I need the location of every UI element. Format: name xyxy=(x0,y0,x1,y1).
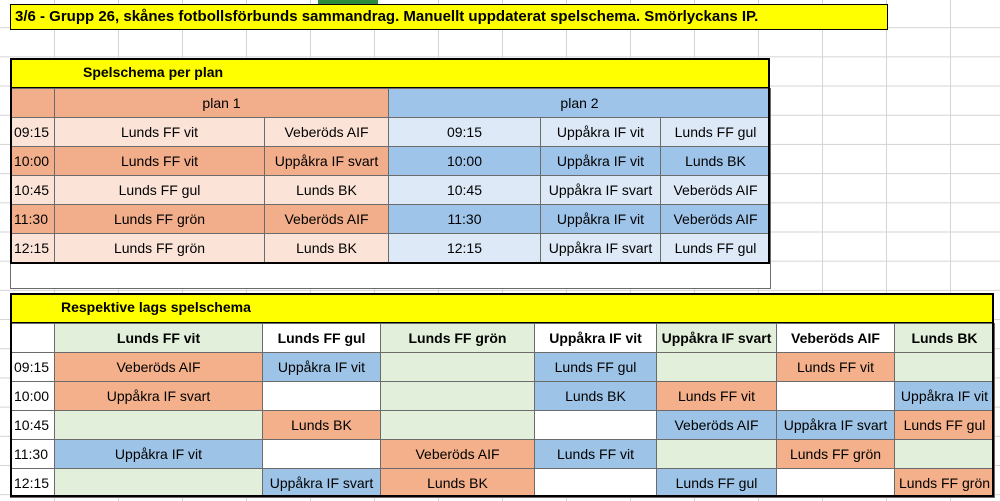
time-cell[interactable]: 10:00 xyxy=(11,382,55,411)
opponent-cell[interactable] xyxy=(55,469,263,498)
time-cell[interactable]: 10:00 xyxy=(11,147,55,176)
team-header[interactable]: Veberöds AIF xyxy=(777,324,895,353)
opponent-cell[interactable]: Uppåkra IF vit xyxy=(895,382,995,411)
per-plan-title[interactable]: Spelschema per plan xyxy=(10,58,770,88)
opponent-cell[interactable] xyxy=(263,440,381,469)
plan-2-team-cell[interactable]: Lunds BK xyxy=(661,147,771,176)
plan-1-team-cell[interactable]: Veberöds AIF xyxy=(265,205,389,234)
opponent-cell[interactable]: Uppåkra IF svart xyxy=(777,411,895,440)
sheet-banner[interactable]: 3/6 - Grupp 26, skånes fotbollsförbunds sammandrag. Manuellt uppdaterat spelschema. Smörlyckans IP. xyxy=(10,4,888,30)
plan-1-team-cell[interactable]: Lunds FF vit xyxy=(55,118,265,147)
plan-1-team-cell[interactable]: Lunds FF gul xyxy=(55,176,265,205)
plan-1-team-cell[interactable]: Lunds BK xyxy=(265,234,389,263)
opponent-cell[interactable]: Lunds FF grön xyxy=(895,469,995,498)
opponent-cell[interactable]: Lunds FF gul xyxy=(657,469,777,498)
plan-2-time-cell[interactable]: 11:30 xyxy=(389,205,541,234)
team-row xyxy=(11,353,995,382)
per-team-title[interactable]: Respektive lags spelschema xyxy=(10,293,994,323)
opponent-cell[interactable]: Uppåkra IF vit xyxy=(263,353,381,382)
plan-1-team-cell[interactable]: Lunds BK xyxy=(265,176,389,205)
plan-2-time-cell[interactable]: 12:15 xyxy=(389,234,541,263)
opponent-cell[interactable]: Veberöds AIF xyxy=(381,440,535,469)
opponent-cell[interactable]: Veberöds AIF xyxy=(657,411,777,440)
plan-row xyxy=(11,205,771,234)
team-header-row xyxy=(11,324,995,353)
per-plan-table xyxy=(10,88,771,289)
plan-1-team-cell[interactable]: Lunds FF grön xyxy=(55,234,265,263)
time-cell[interactable]: 11:30 xyxy=(11,205,55,234)
team-header[interactable]: Uppåkra IF vit xyxy=(535,324,657,353)
team-header[interactable]: Lunds FF gul xyxy=(263,324,381,353)
plan-1-team-cell[interactable]: Veberöds AIF xyxy=(265,118,389,147)
plan-row xyxy=(11,234,771,263)
opponent-cell[interactable] xyxy=(657,440,777,469)
plan-2-time-cell[interactable]: 10:00 xyxy=(389,147,541,176)
opponent-cell[interactable]: Lunds FF vit xyxy=(535,440,657,469)
plan-2-team-cell[interactable]: Uppåkra IF vit xyxy=(541,205,661,234)
plan-2-team-cell[interactable]: Veberöds AIF xyxy=(661,205,771,234)
team-header[interactable]: Lunds FF vit xyxy=(55,324,263,353)
opponent-cell[interactable]: Uppåkra IF vit xyxy=(55,440,263,469)
corner-cell[interactable] xyxy=(11,324,55,353)
time-cell[interactable]: 12:15 xyxy=(11,469,55,498)
opponent-cell[interactable] xyxy=(381,411,535,440)
team-row xyxy=(11,382,995,411)
plan-2-team-cell[interactable]: Uppåkra IF svart xyxy=(541,176,661,205)
opponent-cell[interactable]: Lunds BK xyxy=(535,382,657,411)
plan-2-team-cell[interactable]: Uppåkra IF svart xyxy=(541,234,661,263)
plan-2-team-cell[interactable]: Uppåkra IF vit xyxy=(541,147,661,176)
plan-spacer-row xyxy=(11,263,771,289)
plan-1-header[interactable]: plan 1 xyxy=(55,89,389,118)
team-header[interactable]: Lunds FF grön xyxy=(381,324,535,353)
opponent-cell[interactable] xyxy=(657,353,777,382)
time-cell[interactable]: 12:15 xyxy=(11,234,55,263)
time-cell[interactable]: 10:45 xyxy=(11,176,55,205)
opponent-cell[interactable]: Uppåkra IF svart xyxy=(263,469,381,498)
opponent-cell[interactable] xyxy=(381,382,535,411)
opponent-cell[interactable]: Lunds FF grön xyxy=(777,440,895,469)
plan-row xyxy=(11,147,771,176)
opponent-cell[interactable] xyxy=(263,382,381,411)
opponent-cell[interactable] xyxy=(55,411,263,440)
opponent-cell[interactable] xyxy=(535,469,657,498)
spacer-cell[interactable] xyxy=(11,263,771,289)
opponent-cell[interactable]: Lunds FF gul xyxy=(895,411,995,440)
team-row xyxy=(11,411,995,440)
opponent-cell[interactable] xyxy=(777,469,895,498)
plan-header-row xyxy=(11,89,771,118)
opponent-cell[interactable] xyxy=(381,353,535,382)
opponent-cell[interactable]: Lunds FF vit xyxy=(777,353,895,382)
per-team-table xyxy=(10,323,995,498)
team-row xyxy=(11,469,995,498)
opponent-cell[interactable] xyxy=(535,411,657,440)
plan-2-team-cell[interactable]: Lunds FF gul xyxy=(661,234,771,263)
time-cell[interactable]: 11:30 xyxy=(11,440,55,469)
plan-1-team-cell[interactable]: Uppåkra IF svart xyxy=(265,147,389,176)
opponent-cell[interactable]: Lunds FF vit xyxy=(657,382,777,411)
time-cell[interactable]: 09:15 xyxy=(11,118,55,147)
opponent-cell[interactable]: Lunds FF gul xyxy=(535,353,657,382)
time-cell[interactable]: 10:45 xyxy=(11,411,55,440)
opponent-cell[interactable]: Lunds BK xyxy=(263,411,381,440)
plan-row xyxy=(11,176,771,205)
time-cell[interactable]: 09:15 xyxy=(11,353,55,382)
opponent-cell[interactable]: Lunds BK xyxy=(381,469,535,498)
opponent-cell[interactable] xyxy=(895,353,995,382)
team-header[interactable]: Uppåkra IF svart xyxy=(657,324,777,353)
plan-2-header[interactable]: plan 2 xyxy=(389,89,771,118)
plan-2-team-cell[interactable]: Lunds FF gul xyxy=(661,118,771,147)
team-row xyxy=(11,440,995,469)
plan-2-time-cell[interactable]: 09:15 xyxy=(389,118,541,147)
team-header[interactable]: Lunds BK xyxy=(895,324,995,353)
plan-2-time-cell[interactable]: 10:45 xyxy=(389,176,541,205)
opponent-cell[interactable] xyxy=(895,440,995,469)
corner-cell[interactable] xyxy=(11,89,55,118)
opponent-cell[interactable]: Uppåkra IF svart xyxy=(55,382,263,411)
plan-1-team-cell[interactable]: Lunds FF vit xyxy=(55,147,265,176)
opponent-cell[interactable] xyxy=(777,382,895,411)
plan-2-team-cell[interactable]: Uppåkra IF vit xyxy=(541,118,661,147)
opponent-cell[interactable]: Veberöds AIF xyxy=(55,353,263,382)
plan-row xyxy=(11,118,771,147)
plan-1-team-cell[interactable]: Lunds FF grön xyxy=(55,205,265,234)
plan-2-team-cell[interactable]: Veberöds AIF xyxy=(661,176,771,205)
